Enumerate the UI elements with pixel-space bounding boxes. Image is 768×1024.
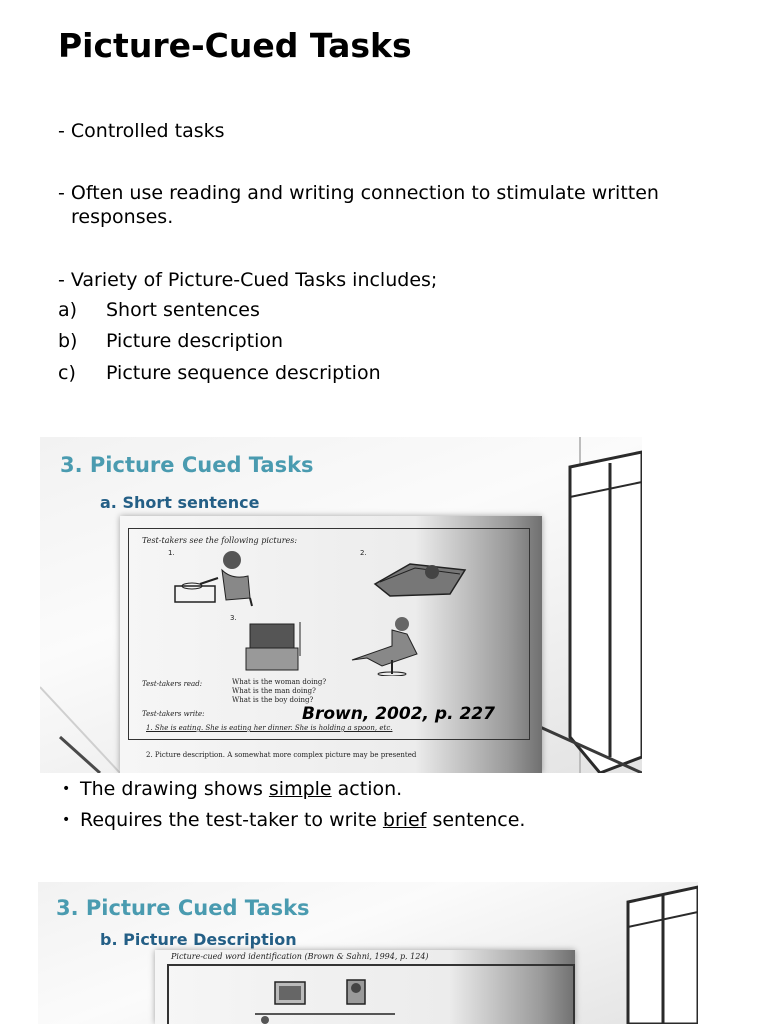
slide1-write-label: Test-takers write:: [142, 710, 205, 718]
room-scene-drawing: [255, 978, 395, 1024]
variety-text-a: Short sentences: [106, 299, 260, 321]
slide1-citation: Brown, 2002, p. 227: [302, 704, 495, 724]
page-title: Picture-Cued Tasks: [58, 26, 412, 65]
slide1-subheading: a. Short sentence: [100, 493, 260, 512]
intro-reading-writing-cont: responses.: [71, 206, 174, 228]
slide1-heading: 3. Picture Cued Tasks: [60, 453, 314, 477]
read-question-3: What is the boy doing?: [232, 696, 314, 704]
slide2-subheading: b. Picture Description: [100, 930, 297, 949]
read-question-1: What is the woman doing?: [232, 678, 327, 686]
bullet-simple-action: • The drawing shows simple action.: [62, 778, 403, 800]
intro-variety: - Variety of Picture-Cued Tasks includes;: [58, 269, 438, 291]
variety-letter-a: a): [58, 299, 78, 321]
slide2-heading: 3. Picture Cued Tasks: [56, 896, 310, 920]
fig-label-1: 1.: [168, 549, 175, 557]
slide1-scan-instruction: Test-takers see the following pictures:: [142, 536, 298, 545]
woman-eating-drawing: [170, 548, 270, 608]
man-sleeping-drawing: [370, 554, 470, 599]
slide-image-picture-description: [38, 882, 698, 1024]
variety-letter-c: c): [58, 362, 76, 384]
intro-reading-writing: - Often use reading and writing connection to stimulate written: [58, 182, 659, 204]
slide1-read-label: Test-takers read:: [142, 680, 203, 688]
intro-controlled-tasks: - Controlled tasks: [58, 120, 225, 142]
fig-label-2: 2.: [360, 549, 367, 557]
variety-letter-b: b): [58, 330, 78, 352]
read-question-2: What is the man doing?: [232, 687, 316, 695]
slide1-footer-line: 2. Picture description. A somewhat more complex picture may be presented: [146, 751, 417, 759]
bullet-dot: •: [62, 781, 71, 797]
fig-label-3: 3.: [230, 614, 237, 622]
slide-image-short-sentence: [40, 437, 642, 773]
boy-computer-drawing: [242, 616, 432, 676]
slide1-textbook-scan: [120, 516, 542, 773]
bullet-brief-sentence: • Requires the test-taker to write brief sentence.: [62, 809, 526, 831]
slide1-write-answer: 1. She is eating. She is eating her dinner. She is holding a spoon, etc.: [146, 724, 393, 732]
variety-text-b: Picture description: [106, 330, 284, 352]
slide2-textbook-scan: [155, 950, 575, 1024]
variety-text-c: Picture sequence description: [106, 362, 381, 384]
bullet-dot: •: [62, 812, 71, 828]
slide2-scan-caption: Picture-cued word identification (Brown & Sahni, 1994, p. 124): [171, 952, 429, 961]
